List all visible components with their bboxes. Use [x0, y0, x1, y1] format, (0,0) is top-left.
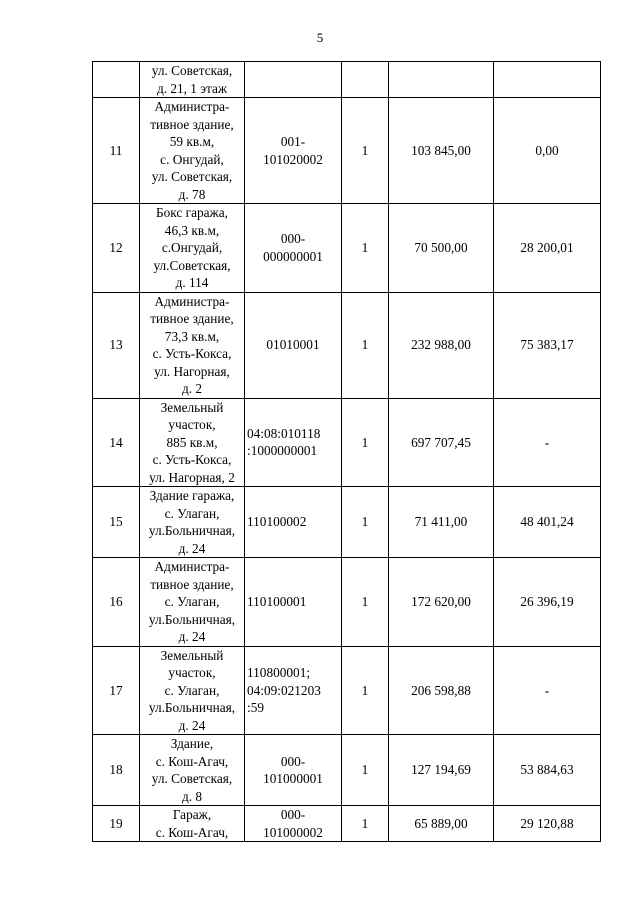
row-number: 14 [93, 398, 140, 487]
quantity: 1 [342, 98, 389, 204]
row-number: 18 [93, 735, 140, 806]
row-number: 12 [93, 204, 140, 293]
inventory-number: 000- 101000002 [245, 806, 342, 842]
inventory-number: 04:08:010118 :1000000001 [245, 398, 342, 487]
book-value: 232 988,00 [389, 292, 494, 398]
object-description: Здание гаража, с. Улаган, ул.Больничная, д. 24 [140, 487, 245, 558]
book-value: 65 889,00 [389, 806, 494, 842]
inventory-number: 110100001 [245, 558, 342, 647]
table-row [93, 204, 601, 293]
row-number: 19 [93, 806, 140, 842]
property-table [92, 61, 601, 842]
object-description: Администра- тивное здание, 73,3 кв.м, с. Усть-Кокса, ул. Нагорная, д. 2 [140, 292, 245, 398]
object-description: Администра- тивное здание, с. Улаган, ул.Больничная, д. 24 [140, 558, 245, 647]
table-row [93, 487, 601, 558]
residual-value: 75 383,17 [494, 292, 601, 398]
book-value: 172 620,00 [389, 558, 494, 647]
book-value: 103 845,00 [389, 98, 494, 204]
table-row [93, 558, 601, 647]
quantity: 1 [342, 398, 389, 487]
residual-value [494, 62, 601, 98]
book-value: 71 411,00 [389, 487, 494, 558]
table-row [93, 398, 601, 487]
page-number: 5 [316, 30, 324, 45]
inventory-number: 110100002 [245, 487, 342, 558]
object-description: Бокс гаража, 46,3 кв.м, с.Онгудай, ул.Советская, д. 114 [140, 204, 245, 293]
table-row [93, 98, 601, 204]
quantity: 1 [342, 646, 389, 735]
residual-value: 48 401,24 [494, 487, 601, 558]
residual-value: 28 200,01 [494, 204, 601, 293]
row-number: 11 [93, 98, 140, 204]
inventory-number: 000- 000000001 [245, 204, 342, 293]
quantity: 1 [342, 487, 389, 558]
quantity [342, 62, 389, 98]
residual-value: 29 120,88 [494, 806, 601, 842]
table-row [93, 735, 601, 806]
book-value: 70 500,00 [389, 204, 494, 293]
table-row [93, 292, 601, 398]
book-value: 697 707,45 [389, 398, 494, 487]
book-value: 206 598,88 [389, 646, 494, 735]
inventory-number: 000- 101000001 [245, 735, 342, 806]
table-row [93, 646, 601, 735]
object-description: Администра- тивное здание, 59 кв.м, с. Онгудай, ул. Советская, д. 78 [140, 98, 245, 204]
residual-value: - [494, 398, 601, 487]
quantity: 1 [342, 806, 389, 842]
row-number [93, 62, 140, 98]
quantity: 1 [342, 292, 389, 398]
table-row [93, 62, 601, 98]
inventory-number [245, 62, 342, 98]
inventory-number: 001- 101020002 [245, 98, 342, 204]
object-description: Земельный участок, 885 кв.м, с. Усть-Кокса, ул. Нагорная, 2 [140, 398, 245, 487]
residual-value: 53 884,63 [494, 735, 601, 806]
quantity: 1 [342, 735, 389, 806]
object-description: Земельный участок, с. Улаган, ул.Больничная, д. 24 [140, 646, 245, 735]
quantity: 1 [342, 558, 389, 647]
inventory-number: 110800001; 04:09:021203 :59 [245, 646, 342, 735]
object-description: Здание, с. Кош-Агач, ул. Советская, д. 8 [140, 735, 245, 806]
object-description: Гараж, с. Кош-Агач, [140, 806, 245, 842]
row-number: 15 [93, 487, 140, 558]
object-description: ул. Советская, д. 21, 1 этаж [140, 62, 245, 98]
residual-value: 0,00 [494, 98, 601, 204]
row-number: 13 [93, 292, 140, 398]
table-row [93, 806, 601, 842]
row-number: 16 [93, 558, 140, 647]
quantity: 1 [342, 204, 389, 293]
book-value: 127 194,69 [389, 735, 494, 806]
inventory-number: 01010001 [245, 292, 342, 398]
book-value [389, 62, 494, 98]
residual-value: 26 396,19 [494, 558, 601, 647]
row-number: 17 [93, 646, 140, 735]
residual-value: - [494, 646, 601, 735]
